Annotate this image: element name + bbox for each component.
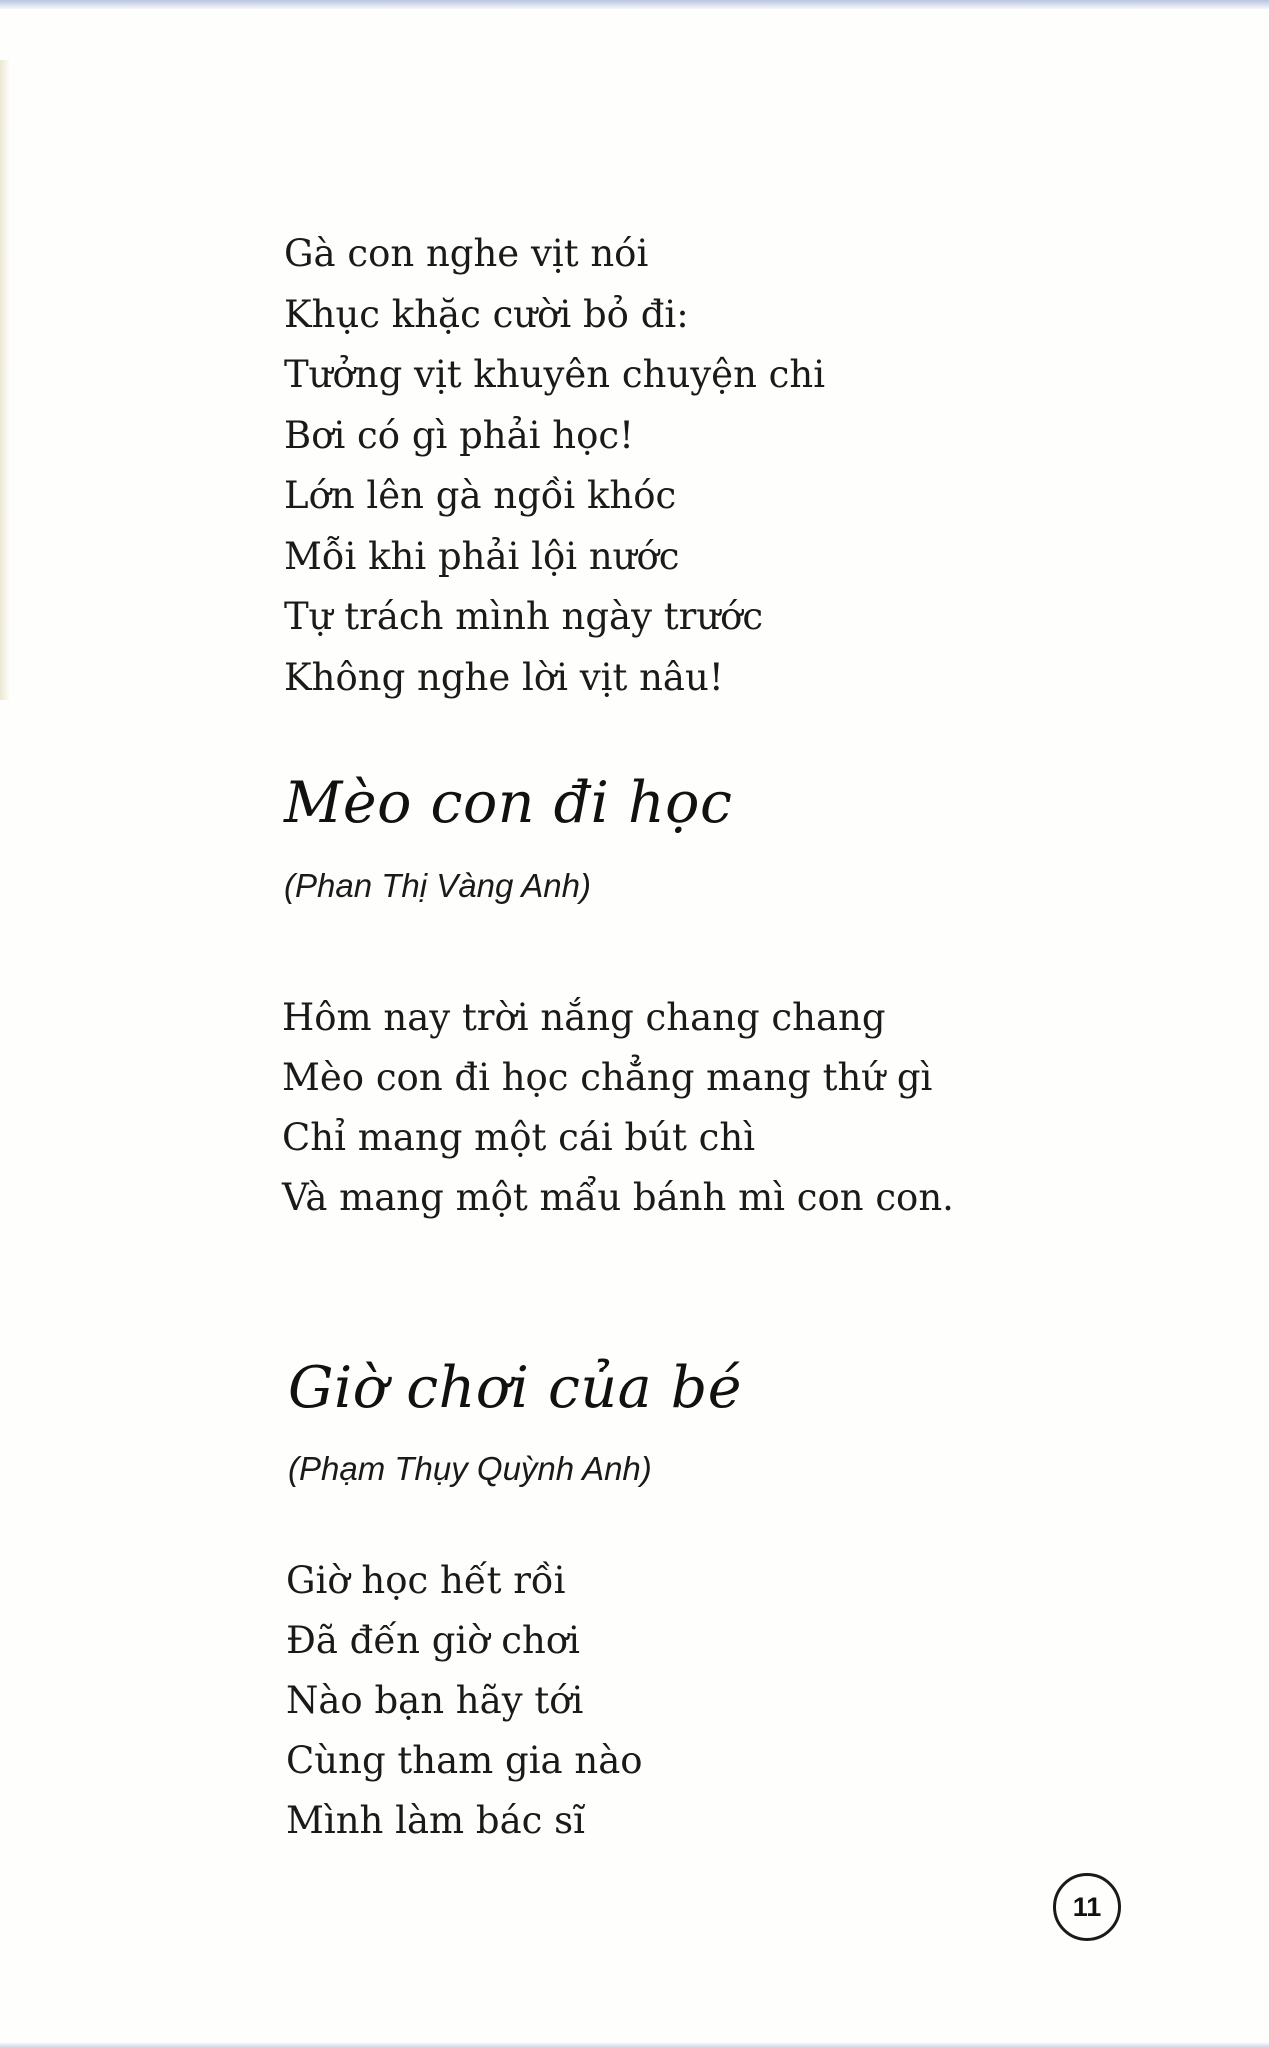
poem-line: Hôm nay trời nắng chang chang [282,996,886,1039]
poem-line: Bơi có gì phải học! [284,413,634,457]
page-number: 11 [1053,1873,1121,1941]
poem-line: Mình làm bác sĩ [286,1799,585,1842]
poem-line: Không nghe lời vịt nâu! [284,655,724,699]
page-left-edge [0,60,10,700]
poem-line: Chỉ mang một cái bút chì [282,1116,756,1159]
poem-line: Gà con nghe vịt nói [284,232,649,275]
poem-line: Cùng tham gia nào [286,1739,643,1782]
poem-line: Lớn lên gà ngồi khóc [284,474,677,517]
poem-continued-stanza [284,224,825,708]
poem-line: Nào bạn hãy tới [286,1679,584,1722]
page-bottom-edge [0,2042,1269,2048]
poem-stanza [282,988,954,1228]
poem-line: Mỗi khi phải lội nước [284,534,680,578]
poem-line: Tưởng vịt khuyên chuyện chi [284,353,826,396]
poem-author: (Phạm Thụy Quỳnh Anh) [288,1450,652,1487]
poem-line: Khục khặc cười bỏ đi: [284,292,689,336]
poem-line: Tự trách mình ngày trước [284,595,764,638]
poem-author: (Phan Thị Vàng Anh) [284,867,591,904]
poem-line: Và mang một mẩu bánh mì con con. [282,1176,954,1219]
page-top-edge [0,0,1269,9]
poem-title: Mèo con đi học [284,770,733,836]
poem-title: Giờ chơi của bé [288,1355,742,1421]
poem-stanza [286,1551,643,1851]
poem-line: Mèo con đi học chẳng mang thứ gì [282,1056,933,1099]
poem-line: Đã đến giờ chơi [286,1619,580,1662]
poem-line: Giờ học hết rồi [286,1559,566,1602]
